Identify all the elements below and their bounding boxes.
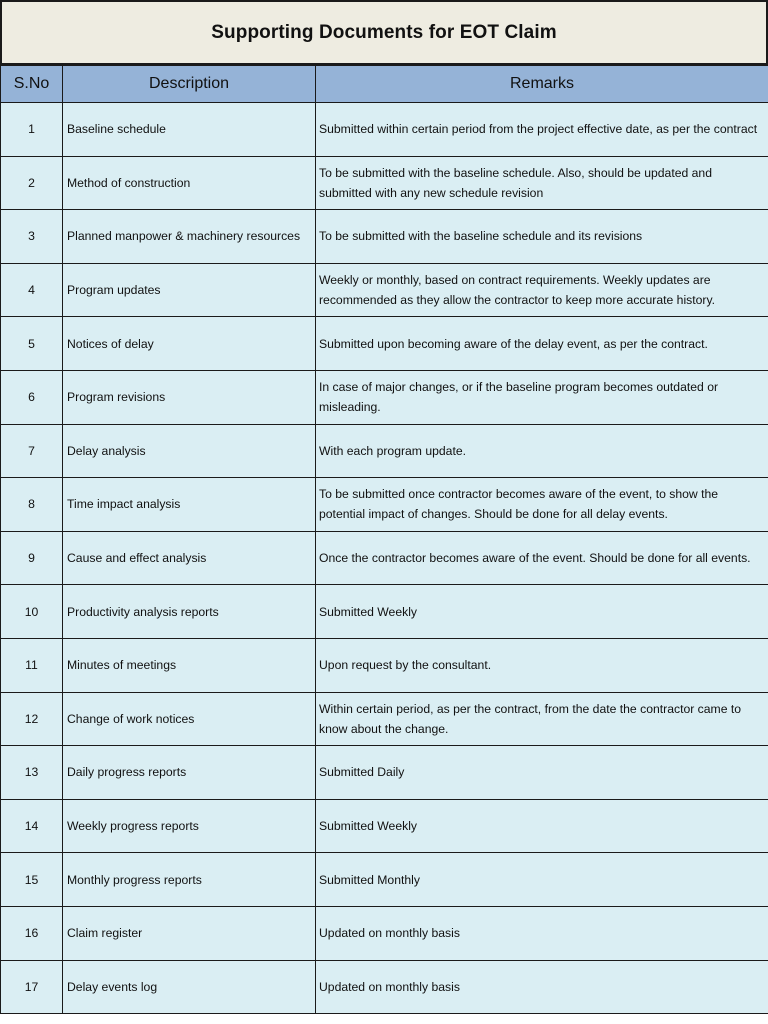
row-remarks-cell: Once the contractor becomes aware of the event. Should be done for all events.: [316, 531, 768, 585]
row-description-cell: Delay events log: [63, 960, 316, 1014]
table-row: [1, 585, 768, 639]
table-row: [1, 960, 768, 1014]
row-remarks-cell: Submitted Daily: [316, 746, 768, 800]
table-row: [1, 799, 768, 853]
row-sno-cell: 3: [1, 210, 63, 264]
column-header-remarks: Remarks: [316, 66, 768, 103]
row-description-cell: Program updates: [63, 263, 316, 317]
row-description-cell: Claim register: [63, 906, 316, 960]
table-row: [1, 156, 768, 210]
row-sno-cell: 10: [1, 585, 63, 639]
row-description-cell: Minutes of meetings: [63, 638, 316, 692]
page-title: Supporting Documents for EOT Claim: [211, 21, 557, 43]
table-row: [1, 210, 768, 264]
row-description-cell: Method of construction: [63, 156, 316, 210]
row-remarks-cell: Submitted Weekly: [316, 799, 768, 853]
row-description-cell: Notices of delay: [63, 317, 316, 371]
row-remarks-cell: Submitted Monthly: [316, 853, 768, 907]
row-remarks-cell: Within certain period, as per the contract, from the date the contractor came to know about the change.: [316, 692, 768, 746]
supporting-documents-table: [0, 65, 768, 1014]
table-row: [1, 853, 768, 907]
column-header-sno: S.No: [1, 66, 63, 103]
column-header-description: Description: [63, 66, 316, 103]
row-description-cell: Daily progress reports: [63, 746, 316, 800]
table-row: [1, 692, 768, 746]
row-remarks-cell: To be submitted with the baseline schedule and its revisions: [316, 210, 768, 264]
row-sno-cell: 15: [1, 853, 63, 907]
row-description-cell: Time impact analysis: [63, 478, 316, 532]
row-sno-cell: 11: [1, 638, 63, 692]
table-row: [1, 317, 768, 371]
row-description-cell: Productivity analysis reports: [63, 585, 316, 639]
row-remarks-cell: Updated on monthly basis: [316, 960, 768, 1014]
row-sno-cell: 17: [1, 960, 63, 1014]
row-description-cell: Change of work notices: [63, 692, 316, 746]
row-remarks-cell: Submitted upon becoming aware of the delay event, as per the contract.: [316, 317, 768, 371]
row-sno-cell: 2: [1, 156, 63, 210]
row-remarks-cell: Submitted Weekly: [316, 585, 768, 639]
row-description-cell: Planned manpower & machinery resources: [63, 210, 316, 264]
row-remarks-cell: Upon request by the consultant.: [316, 638, 768, 692]
table-row: [1, 263, 768, 317]
table-row: [1, 370, 768, 424]
table-row: [1, 531, 768, 585]
row-sno-cell: 16: [1, 906, 63, 960]
row-description-cell: Baseline schedule: [63, 103, 316, 157]
table-row: [1, 638, 768, 692]
row-sno-cell: 7: [1, 424, 63, 478]
row-description-cell: Monthly progress reports: [63, 853, 316, 907]
row-sno-cell: 12: [1, 692, 63, 746]
row-sno-cell: 1: [1, 103, 63, 157]
row-sno-cell: 8: [1, 478, 63, 532]
table-row: [1, 424, 768, 478]
row-remarks-cell: Submitted within certain period from the project effective date, as per the contract: [316, 103, 768, 157]
row-remarks-cell: With each program update.: [316, 424, 768, 478]
table-body: [1, 103, 768, 1014]
table-row: [1, 103, 768, 157]
row-remarks-cell: To be submitted with the baseline schedule. Also, should be updated and submitted with any new schedule revision: [316, 156, 768, 210]
row-remarks-cell: In case of major changes, or if the baseline program becomes outdated or misleading.: [316, 370, 768, 424]
row-sno-cell: 5: [1, 317, 63, 371]
row-sno-cell: 6: [1, 370, 63, 424]
table-row: [1, 746, 768, 800]
table-row: [1, 906, 768, 960]
row-description-cell: Delay analysis: [63, 424, 316, 478]
title-bar: [0, 0, 768, 65]
row-sno-cell: 14: [1, 799, 63, 853]
row-sno-cell: 4: [1, 263, 63, 317]
table-header-row: [1, 66, 768, 103]
row-sno-cell: 9: [1, 531, 63, 585]
row-sno-cell: 13: [1, 746, 63, 800]
row-remarks-cell: To be submitted once contractor becomes aware of the event, to show the potential impact of changes. Should be done for all delay events.: [316, 478, 768, 532]
table-row: [1, 478, 768, 532]
row-remarks-cell: Updated on monthly basis: [316, 906, 768, 960]
row-description-cell: Program revisions: [63, 370, 316, 424]
row-description-cell: Cause and effect analysis: [63, 531, 316, 585]
row-remarks-cell: Weekly or monthly, based on contract requirements. Weekly updates are recommended as they allow the contractor to keep more accurate history.: [316, 263, 768, 317]
row-description-cell: Weekly progress reports: [63, 799, 316, 853]
